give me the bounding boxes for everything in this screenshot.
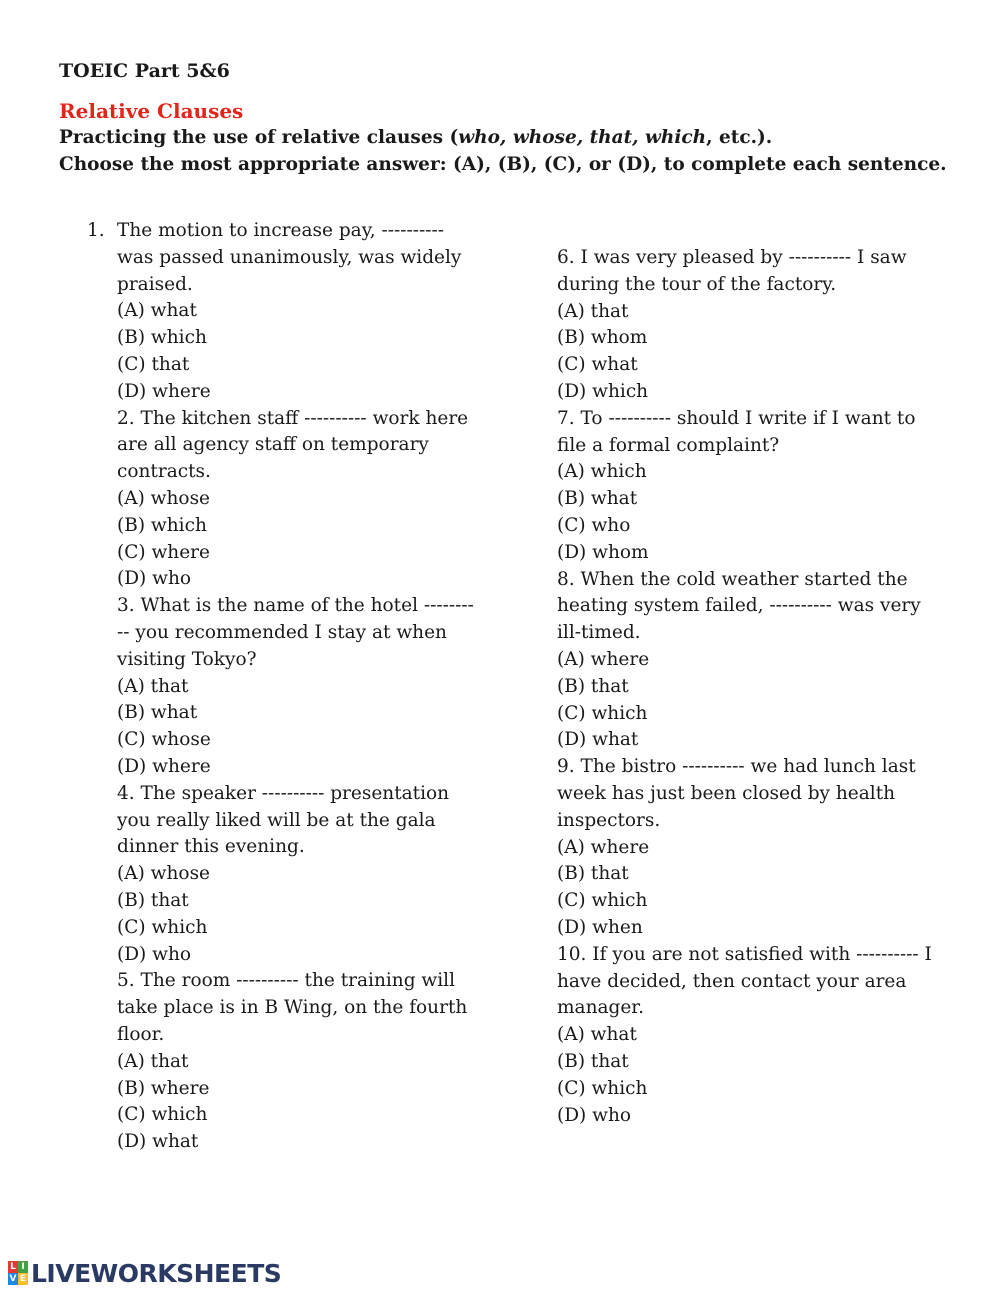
answer-option[interactable]: (D) whom [557,541,649,563]
answer-option[interactable]: (D) where [117,755,211,777]
answer-option[interactable]: (C) what [557,354,638,376]
question-item [117,781,497,969]
question-text-line: 10. If you are not satisfied with ---------- I [557,943,932,965]
answer-option[interactable]: (D) who [117,568,192,590]
answer-option[interactable]: (D) which [557,380,649,402]
question-text-line: are all agency staff on temporary [117,434,429,456]
logo-text: LIVEWORKSHEETS [31,1258,282,1288]
answer-option[interactable]: (C) whose [117,729,211,751]
question-item [557,406,957,567]
instruction-line-1 [59,124,959,151]
question-text-line: dinner this evening. [117,836,305,858]
question-text-line: 2. The kitchen staff ---------- work here [117,407,469,429]
answer-option[interactable]: (B) that [117,889,189,911]
answer-option[interactable]: (C) which [117,1104,208,1126]
question-text-line: 7. To ---------- should I write if I want to [557,407,916,429]
liveworksheets-logo [8,1258,281,1288]
question-text-line: during the tour of the factory. [557,273,837,295]
question-item [557,567,957,755]
question-text-line: ill-timed. [557,622,641,644]
question-text-line: inspectors. [557,809,661,831]
answer-option[interactable]: (C) that [117,353,190,375]
answer-option[interactable]: (A) that [117,675,189,697]
question-text-line: you really liked will be at the gala [117,809,436,831]
question-item [117,593,497,781]
answer-option[interactable]: (B) which [117,327,207,349]
answer-option[interactable]: (A) what [117,300,197,322]
answer-option[interactable]: (B) where [117,1077,210,1099]
question-text-line: The motion to increase pay, ---------- [117,220,444,241]
question-text-line: was passed unanimously, was widely [117,246,462,268]
logo-tile: L [8,1261,18,1273]
question-text-line: heating system failed, ---------- was very [557,595,921,617]
answer-option[interactable]: (D) what [117,1131,199,1153]
instruction-suffix: , etc.). [706,127,773,148]
answer-option[interactable]: (B) that [557,863,629,885]
answer-option[interactable]: (A) where [557,836,650,858]
answer-option[interactable]: (A) what [557,1024,637,1046]
question-item [87,218,497,406]
answer-option[interactable]: (B) that [557,675,629,697]
question-text-line: praised. [117,273,193,295]
answer-option[interactable]: (D) what [557,729,639,751]
answer-option[interactable]: (A) whose [117,863,211,885]
answer-option[interactable]: (C) which [557,1077,648,1099]
question-text-line: 9. The bistro ---------- we had lunch last [557,756,916,778]
question-text-line: floor. [117,1023,165,1045]
question-text-line: 4. The speaker ---------- presentation [117,782,450,804]
question-number: 1. [87,220,105,241]
question-text-line: have decided, then contact your area [557,970,907,992]
answer-option[interactable]: (B) what [557,488,638,510]
answer-option[interactable]: (A) whose [117,487,211,509]
answer-option[interactable]: (D) where [117,380,211,402]
answer-option[interactable]: (A) where [557,648,650,670]
topic-title: Relative Clauses [59,99,244,123]
question-text-line: manager. [557,997,644,1019]
question-item [117,968,497,1156]
answer-option[interactable]: (C) which [557,890,648,912]
answer-option[interactable]: (B) whom [557,327,648,349]
answer-option[interactable]: (B) what [117,702,198,724]
answer-option[interactable]: (B) that [557,1050,629,1072]
logo-tile: I [18,1261,28,1273]
question-text-line: week has just been closed by health [557,782,896,804]
answer-option[interactable]: (C) which [117,916,208,938]
question-text-line: 5. The room ---------- the training will [117,970,456,992]
question-item [557,754,957,942]
questions-left-column [87,218,497,1156]
question-text-line: file a formal complaint? [557,434,780,456]
question-text-line: 6. I was very pleased by ---------- I saw [557,247,907,268]
instruction-prefix: Practicing the use of relative clauses ( [59,127,459,148]
question-text-line: -- you recommended I stay at when [117,621,447,643]
question-text-line: contracts. [117,461,211,483]
instruction-line-2: Choose the most appropriate answer: (A), (B), (C), or (D), to complete each sentence. [59,154,947,175]
answer-option[interactable]: (D) when [557,916,643,938]
answer-option[interactable]: (B) which [117,514,207,536]
answer-option[interactable]: (C) who [557,514,631,536]
answer-option[interactable]: (D) who [117,943,192,965]
logo-tile: V [9,1274,17,1284]
answer-option[interactable]: (D) who [557,1104,632,1126]
answer-option[interactable]: (A) that [117,1050,189,1072]
question-text-line: 3. What is the name of the hotel -------- [117,595,474,617]
question-text-line: visiting Tokyo? [117,648,257,670]
answer-option[interactable]: (C) where [117,541,210,563]
logo-icon [8,1261,28,1285]
question-item [557,942,957,1130]
question-text-line: 8. When the cold weather started the [557,568,908,590]
course-title: TOEIC Part 5&6 [59,60,230,82]
question-text-line: take place is in B Wing, on the fourth [117,997,468,1019]
instruction-italic: who, whose, that, which [458,127,707,148]
answer-option[interactable]: (A) which [557,461,647,483]
worksheet-header [59,58,959,178]
question-item [557,245,957,406]
answer-option[interactable]: (A) that [557,300,629,322]
answer-option[interactable]: (C) which [557,702,648,724]
question-item [117,406,497,594]
questions-right-column [557,245,957,1129]
logo-tile: E [19,1274,27,1284]
